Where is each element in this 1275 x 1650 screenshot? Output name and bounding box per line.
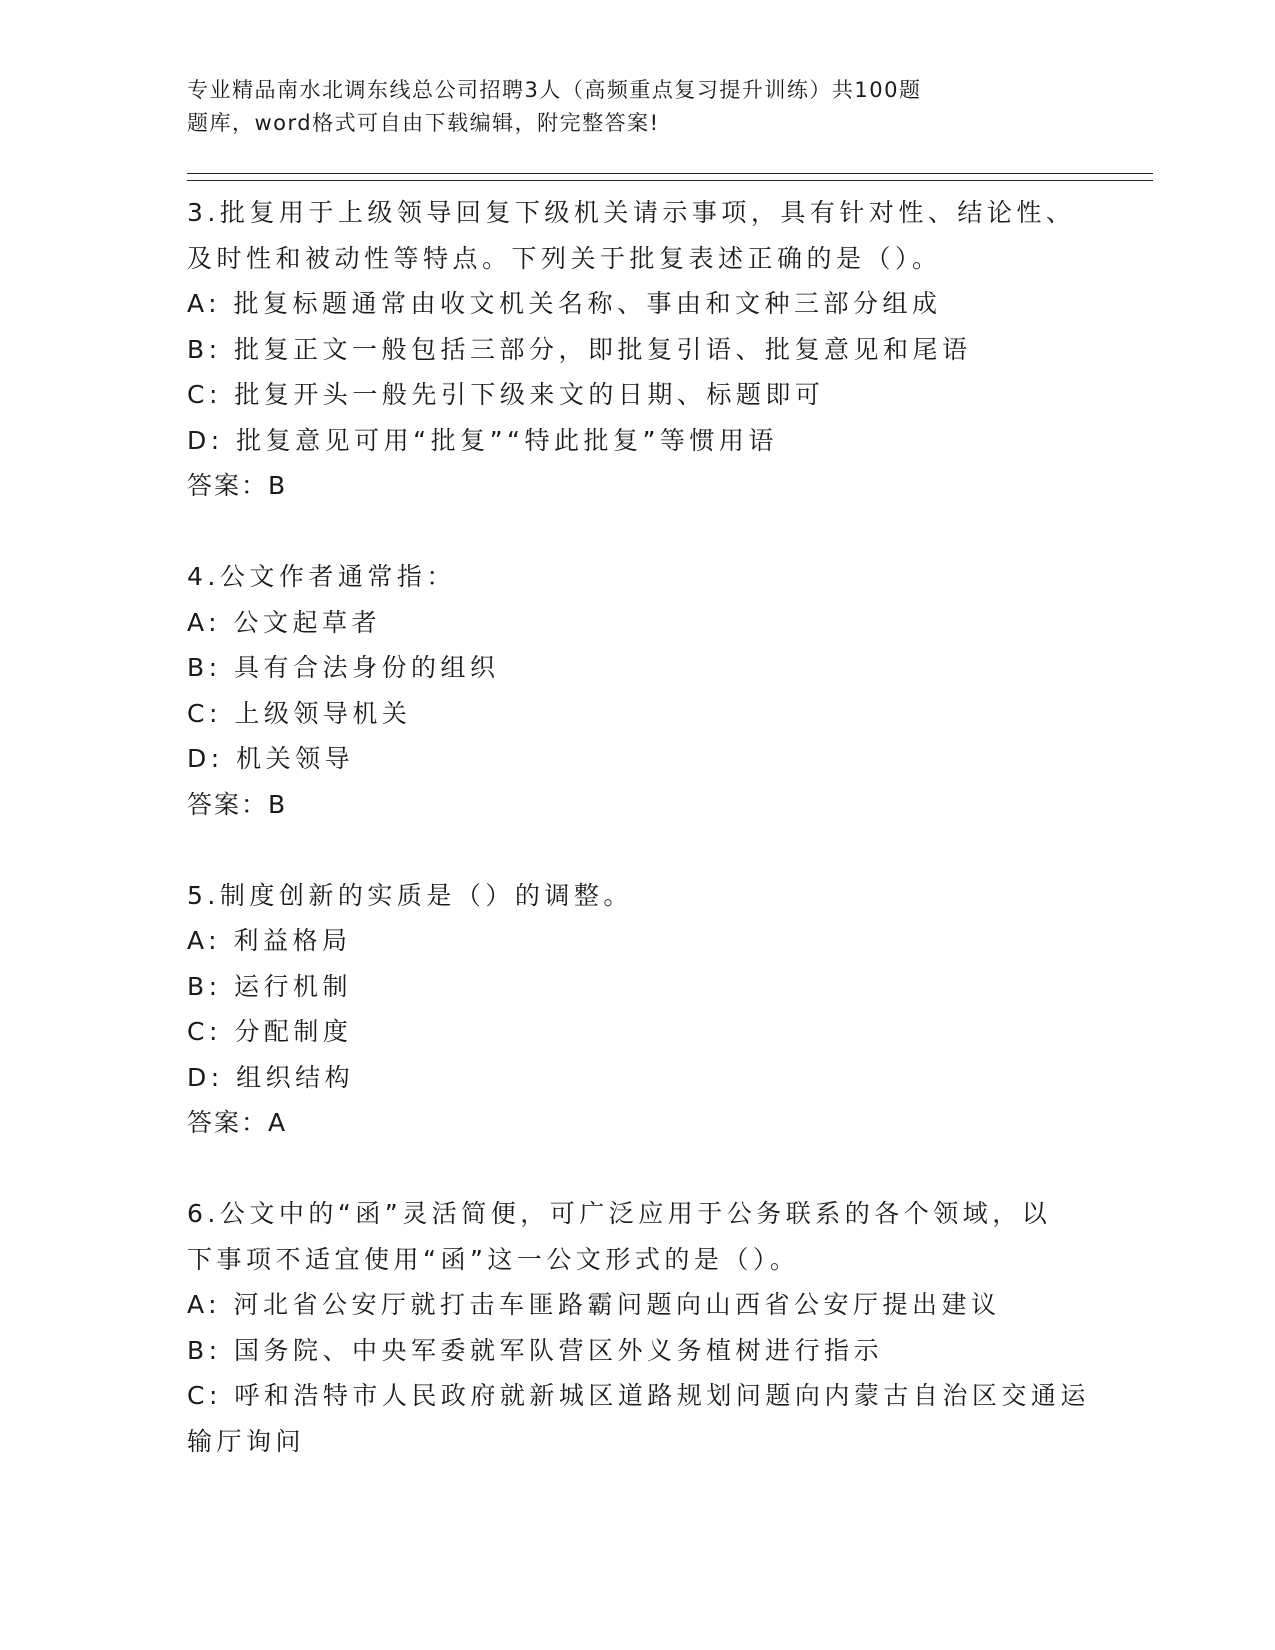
question-list <box>187 190 1090 1464</box>
option-d: D: 组织结构 <box>187 1062 355 1092</box>
question-stem-line: 下事项不适宜使用“函”这一公文形式的是（）。 <box>187 1244 800 1274</box>
option-c: C: 呼和浩特市人民政府就新城区道路规划问题向内蒙古自治区交通运 <box>187 1381 1090 1410</box>
question-5 <box>187 873 1087 1146</box>
option-c: C: 批复开头一般先引下级来文的日期、标题即可 <box>187 380 825 409</box>
answer-label: 答案：B <box>187 789 288 819</box>
question-stem-line: 6.公文中的“函”灵活简便，可广泛应用于公务联系的各个领域，以 <box>187 1199 1052 1228</box>
question-stem-line: 3.批复用于上级领导回复下级机关请示事项，具有针对性、结论性、 <box>187 198 1076 227</box>
answer-label: 答案：A <box>187 1108 288 1137</box>
option-d: D: 批复意见可用“批复”“特此批复”等惯用语 <box>187 425 778 455</box>
header-line-1: 专业精品南水北调东线总公司招聘3人（高频重点复习提升训练）共100题 <box>187 78 922 102</box>
option-b: B: 运行机制 <box>187 971 353 1001</box>
question-stem <box>187 554 1087 600</box>
option-b: B: 国务院、中央军委就军队营区外义务植树进行指示 <box>187 1335 884 1365</box>
question-stem <box>187 190 1087 281</box>
question-stem <box>187 1191 1087 1282</box>
option-d: D: 机关领导 <box>187 744 355 773</box>
option-c: C: 上级领导机关 <box>187 698 412 728</box>
question-stem <box>187 873 1087 919</box>
question-stem-line: 4.公文作者通常指： <box>187 562 456 591</box>
question-3 <box>187 190 1087 509</box>
header-divider-bottom <box>187 180 1153 181</box>
question-stem-line: 及时性和被动性等特点。下列关于批复表述正确的是（）。 <box>187 243 942 273</box>
header-divider-top <box>187 173 1153 174</box>
header-line-2: 题库，word格式可自由下载编辑，附完整答案! <box>187 111 660 135</box>
question-6 <box>187 1191 1090 1464</box>
option-b: B: 具有合法身份的组织 <box>187 653 500 682</box>
option-c-continued: 输厅询问 <box>187 1426 306 1456</box>
option-c: C: 分配制度 <box>187 1017 353 1046</box>
question-4 <box>187 554 1087 827</box>
question-spacer <box>187 1146 1087 1192</box>
option-a: A: 批复标题通常由收文机关名称、事由和文种三部分组成 <box>187 289 942 318</box>
answer-label: 答案：B <box>187 471 288 500</box>
question-stem-line: 5.制度创新的实质是（）的调整。 <box>187 880 633 910</box>
question-spacer <box>187 509 1087 555</box>
option-b: B: 批复正文一般包括三部分，即批复引语、批复意见和尾语 <box>187 334 972 364</box>
option-a: A: 利益格局 <box>187 926 352 955</box>
option-a: A: 河北省公安厅就打击车匪路霸问题向山西省公安厅提出建议 <box>187 1290 1001 1319</box>
option-a: A: 公文起草者 <box>187 607 382 637</box>
document-header <box>187 74 1027 140</box>
question-spacer <box>187 827 1087 873</box>
